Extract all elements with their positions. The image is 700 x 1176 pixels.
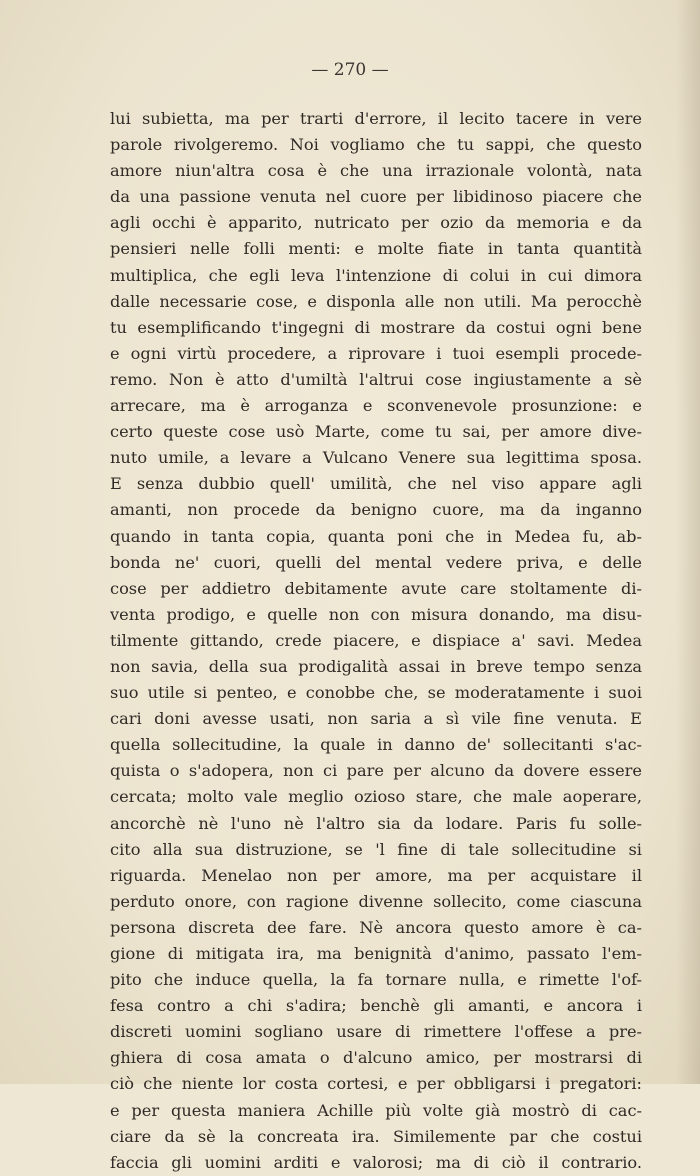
text-line: quista o s'adopera, non ci pare per alcuno da dovere essere (110, 761, 642, 781)
text-line: quando in tanta copia, quanta poni che in Medea fu, ab- (110, 526, 642, 546)
text-line: E senza dubbio quell' umilità, che nel viso appare agli (110, 474, 642, 494)
text-line: remo. Non è atto d'umiltà l'altrui cose ingiustamente a sè (110, 369, 642, 389)
text-line: tilmente gittando, crede piacere, e dispiace a' savi. Medea (110, 630, 642, 650)
text-line: ancorchè nè l'uno nè l'altro sia da lodare. Paris fu solle- (110, 813, 642, 833)
text-line: cito alla sua distruzione, se 'l fine di tale sollecitudine si (110, 839, 642, 859)
text-line: pensieri nelle folli menti: e molte fiate in tanta quantità (110, 239, 642, 259)
text-line: cari doni avesse usati, non saria a sì vile fine venuta. E (110, 709, 642, 729)
text-line: gione di mitigata ira, ma benignità d'animo, passato l'em- (110, 944, 642, 963)
text-line: dalle necessarie cose, e disponla alle non utili. Ma perocchè (110, 291, 642, 311)
text-line: agli occhi è apparito, nutricato per ozio da memoria e da (110, 213, 642, 233)
text-line: pito che induce quella, la fa tornare nulla, e rimette l'of- (110, 970, 642, 990)
text-line: arrecare, ma è arroganza e sconvenevole prosunzione: e (110, 396, 642, 416)
text-line: discreti uomini sogliano usare di rimettere l'offese a pre- (110, 1022, 642, 1042)
text-line: fesa contro a chi s'adira; benchè gli amanti, e ancora i (110, 996, 642, 1016)
text-line: bonda ne' cuori, quelli del mental vedere priva, e delle (110, 552, 642, 572)
text-line: tu esemplificando t'ingegni di mostrare da costui ogni bene (110, 317, 642, 337)
text-line: ciò che niente lor costa cortesi, e per obbligarsi i pregatori: (110, 1074, 642, 1094)
text-line: persona discreta dee fare. Nè ancora questo amore è ca- (110, 917, 642, 937)
text-line: non savia, della sua prodigalità assai in breve tempo senza (110, 656, 642, 676)
text-line: ciare da sè la concreata ira. Similemente par che costui (110, 1126, 642, 1146)
text-line: amore niun'altra cosa è che una irrazionale volontà, nata (110, 161, 642, 181)
text-line: suo utile si penteo, e conobbe che, se moderatamente i suoi (110, 683, 642, 703)
text-line: multiplica, che egli leva l'intenzione di colui in cui dimora (110, 265, 642, 285)
text-line: faccia gli uomini arditi e valorosi; ma di ciò il contrario. (110, 1152, 642, 1172)
text-line: amanti, non procede da benigno cuore, ma da inganno (110, 500, 642, 520)
text-line: perduto onore, con ragione divenne sollecito, come ciascuna (110, 891, 642, 911)
page-number: — 270 — (311, 60, 389, 80)
text-line: cose per addietro debitamente avute care stoltamente di- (110, 578, 642, 598)
text-line: nuto umile, a levare a Vulcano Venere sua legittima sposa. (110, 448, 642, 468)
text-line: ghiera di cosa amata o d'alcuno amico, per mostrarsi di (110, 1048, 642, 1068)
page-edge-shadow (676, 0, 700, 1084)
text-line: da una passione venuta nel cuore per libidinoso piacere che (110, 187, 642, 207)
text-line: lui subietta, ma per trarti d'errore, il lecito tacere in vere (110, 109, 642, 128)
text-line: cercata; molto vale meglio ozioso stare, che male aoperare, (110, 787, 642, 807)
body-text (110, 106, 642, 1176)
text-line: quella sollecitudine, la quale in danno de' sollecitanti s'ac- (110, 735, 642, 755)
text-line: e per questa maniera Achille più volte già mostrò di cac- (110, 1100, 642, 1120)
text-line: venta prodigo, e quelle non con misura donando, ma disu- (110, 604, 642, 624)
text-line: parole rivolgeremo. Noi vogliamo che tu sappi, che questo (110, 135, 642, 155)
text-line: e ogni virtù procedere, a riprovare i tuoi esempli procede- (110, 343, 642, 363)
text-line: certo queste cose usò Marte, come tu sai, per amore dive- (110, 422, 642, 442)
text-line: riguarda. Menelao non per amore, ma per acquistare il (110, 865, 642, 885)
